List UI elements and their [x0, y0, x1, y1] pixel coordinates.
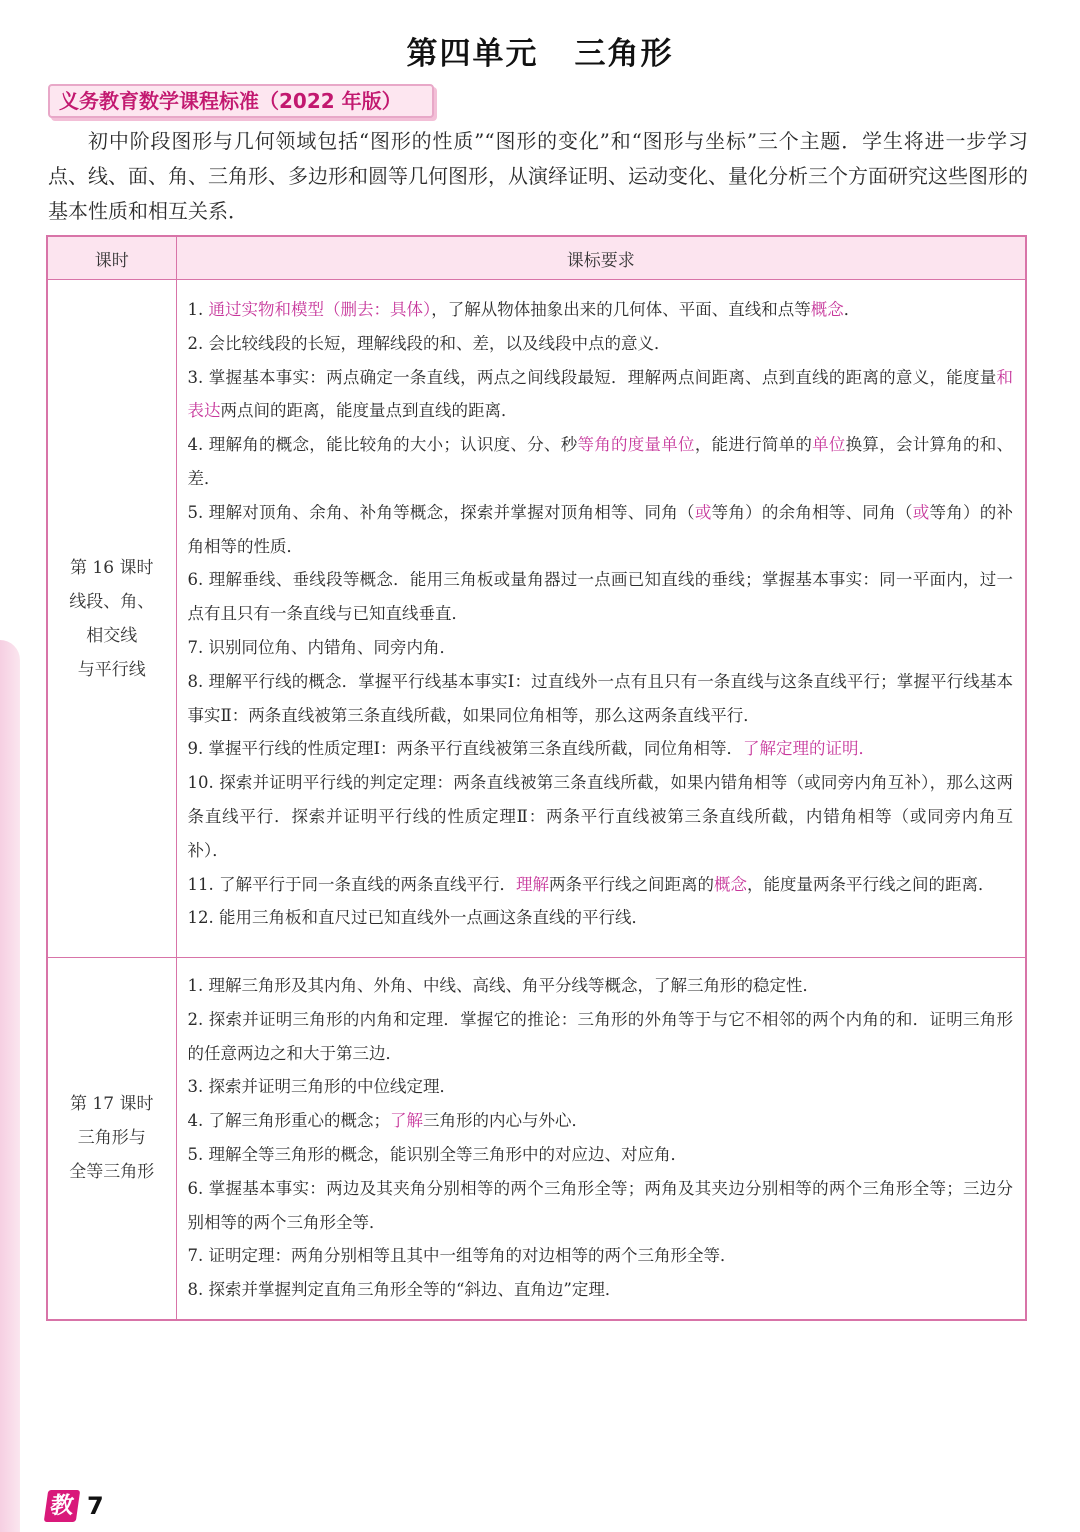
item-text: 3. 探索并证明三角形的中位线定理． [187, 1077, 456, 1097]
item-text: 两点间的距离，能度量点到直线的距离． [220, 401, 518, 421]
unit-label: 第四单元 [406, 36, 539, 72]
item-text: 3. 掌握基本事实：两点确定一条直线，两点之间线段最短．理解两点间距离、点到直线的距离的意义，能度量 [187, 367, 997, 387]
highlighted-text: 单位 [812, 435, 846, 455]
lesson-cell [47, 958, 176, 1320]
requirement-item [188, 1104, 1014, 1138]
requirement-item [188, 496, 1014, 564]
lesson-line: 三角形与 [77, 1128, 146, 1149]
intro-paragraph [48, 124, 1028, 229]
requirement-item [188, 901, 1014, 935]
requirement-item [188, 631, 1014, 665]
item-text: 6. 理解垂线、垂线段等概念．能用三角板或量角器过一点画已知直线的垂线；掌握基本事实：同一平面内，过一点有且只有一条直线与已知直线垂直． [187, 570, 1013, 624]
requirement-item [188, 868, 1014, 902]
footer-badge: 教 [44, 1490, 80, 1522]
page-footer [46, 1488, 104, 1524]
requirement-item [188, 293, 1014, 327]
requirement-item [188, 1239, 1014, 1273]
requirement-item [188, 563, 1014, 631]
item-text: ． [843, 300, 861, 319]
requirement-item [188, 665, 1014, 733]
item-text: 5. 理解对顶角、余角、补角等概念，探索并掌握对顶角相等、同角（ [187, 502, 695, 522]
page-number: 7 [87, 1492, 104, 1520]
lesson-line: 与平行线 [77, 659, 146, 680]
highlighted-text: 了解 [390, 1111, 423, 1131]
item-text: 8. 探索并掌握判定直角三角形全等的“斜边、直角边”定理． [187, 1280, 622, 1300]
lesson-line: 相交线 [86, 625, 138, 646]
item-text: 6. 掌握基本事实：两边及其夹角分别相等的两个三角形全等；两角及其夹边分别相等的两个三角形全等；三边分别相等的两个三角形全等． [187, 1178, 1013, 1232]
item-text: 等角）的余角相等、同角（ [711, 502, 913, 522]
requirement-item [188, 428, 1014, 496]
requirements-table [46, 235, 1027, 1321]
lesson-line: 全等三角形 [69, 1162, 155, 1183]
requirement-item [188, 766, 1014, 867]
item-text: 7. 识别同位角、内错角、同旁内角． [187, 637, 456, 657]
item-text: 等角）的补角相等的性质． [187, 502, 1014, 556]
item-text: 2. 探索并证明三角形的内角和定理．掌握它的推论：三角形的外角等于与它不相邻的两个内角的和．证明三角形的任意两边之和大于第三边． [187, 1009, 1013, 1063]
item-text: 5. 理解全等三角形的概念，能识别全等三角形中的对应边、对应角． [187, 1144, 687, 1164]
item-text: ，能进行简单的 [694, 435, 813, 455]
table-row [47, 958, 1026, 1320]
item-text: 4. 理解角的概念，能比较角的大小；认识度、分、秒 [187, 435, 578, 455]
highlighted-text: 或 [912, 502, 930, 522]
highlighted-text: 和表达 [187, 367, 1013, 421]
item-text: 12. 能用三角板和直尺过已知直线外一点画这条直线的平行线． [187, 908, 648, 928]
header-requirements: 课标要求 [176, 236, 1026, 280]
highlighted-text: 理解 [516, 874, 549, 894]
page-title [0, 28, 1080, 73]
highlighted-text: 或 [694, 502, 712, 522]
requirement-item [188, 361, 1014, 429]
page-edge-decoration [0, 640, 20, 1532]
item-text: 三角形的内心与外心． [423, 1111, 588, 1131]
item-text: 两条平行线之间距离的 [549, 874, 714, 894]
requirement-item [188, 1273, 1014, 1307]
header-lesson: 课时 [47, 236, 176, 280]
item-text: 4. 了解三角形重心的概念； [187, 1111, 390, 1131]
item-text: 1. 理解三角形及其内角、外角、中线、高线、角平分线等概念，了解三角形的稳定性． [187, 976, 819, 995]
item-text: ，了解从物体抽象出来的几何体、平面、直线和点等 [431, 300, 811, 319]
item-text: 10. 探索并证明平行线的判定定理：两条直线被第三条直线所截，如果内错角相等（或同旁内角互补），那么这两条直线平行．探索并证明平行线的性质定理Ⅱ：两条平行直线被第三条直线所截，内错角相等（或同旁内角互补）． [187, 773, 1013, 860]
requirement-item [188, 732, 1014, 766]
item-text: 2. 会比较线段的长短，理解线段的和、差，以及线段中点的意义． [187, 333, 671, 353]
item-text: 8. 理解平行线的概念．掌握平行线基本事实Ⅰ：过直线外一点有且只有一条直线与这条直线平行；掌握平行线基本事实Ⅱ：两条直线被第三条直线所截，如果同位角相等，那么这两条直线平行． [187, 671, 1013, 725]
item-text: 换算，会计算角的和、差． [187, 435, 1014, 488]
table-header-row [47, 236, 1026, 280]
curriculum-standard-tag: 义务教育数学课程标准（2022 年版） [48, 84, 434, 118]
highlighted-text: 等角的度量单位 [577, 435, 695, 455]
requirement-item [188, 1003, 1014, 1071]
table-row [47, 280, 1026, 958]
lesson-line: 第 17 课时 [70, 1094, 154, 1115]
highlighted-text: 了解定理的证明． [743, 739, 876, 759]
item-text: ，能度量两条平行线之间的距离． [747, 874, 995, 894]
highlighted-text: 概念 [714, 874, 747, 894]
unit-topic: 三角形 [574, 36, 674, 72]
requirement-item [188, 1070, 1014, 1104]
lesson-line: 线段、角、 [69, 591, 155, 612]
item-text: 7. 证明定理：两角分别相等且其中一组等角的对边相等的两个三角形全等． [187, 1246, 737, 1266]
requirement-item [188, 1172, 1014, 1240]
requirement-item [188, 1138, 1014, 1172]
highlighted-text: 概念 [810, 300, 844, 319]
requirements-cell [176, 280, 1026, 958]
intro-text: 初中阶段图形与几何领域包括“图形的性质”“图形的变化”和“图形与坐标”三个主题．学生将进一步学习点、线、面、角、三角形、多边形和圆等几何图形，从演绎证明、运动变化、量化分析三个方面研究这些图形的基本性质和相互关系． [48, 129, 1028, 223]
highlighted-text: 通过实物和模型（删去：具体） [208, 300, 432, 319]
requirement-item [188, 327, 1014, 361]
lesson-line: 第 16 课时 [70, 557, 154, 578]
item-text: 1. [187, 300, 209, 319]
requirements-cell [176, 958, 1026, 1320]
item-text: 11. 了解平行于同一条直线的两条直线平行． [187, 874, 516, 894]
requirement-item [188, 969, 1014, 1003]
lesson-cell [47, 280, 176, 958]
item-text: 9. 掌握平行线的性质定理Ⅰ：两条平行直线被第三条直线所截，同位角相等． [187, 739, 744, 759]
